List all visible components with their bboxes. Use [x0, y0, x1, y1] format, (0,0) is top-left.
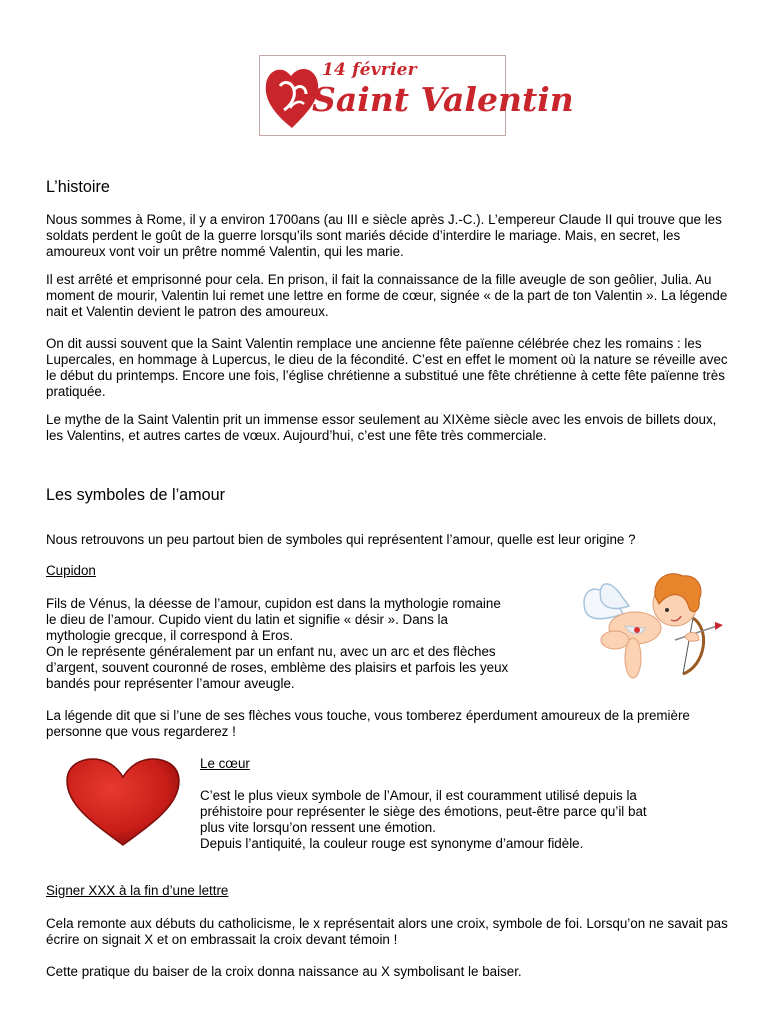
- cupidon-line: d’argent, souvent couronné de roses, emblème des plaisirs et parfois les yeux: [46, 660, 509, 675]
- cupidon-text: [46, 596, 566, 692]
- coeur-line: C’est le plus vieux symbole de l’Amour, il est couramment utilisé depuis la: [200, 788, 637, 803]
- cupidon-title: Cupidon: [46, 563, 96, 578]
- coeur-line: Depuis l’antiquité, la couleur rouge est synonyme d’amour fidèle.: [200, 836, 584, 851]
- logo-date: 14 février: [322, 60, 417, 80]
- xxx-paragraph: Cela remonte aux débuts du catholicisme, le x représentait alors une croix, symbole de foi. Lorsqu’on ne savait pas écrire on signait X et on embrassait la croix devant témoin !: [46, 916, 728, 947]
- logo-title: Saint Valentin: [312, 80, 574, 119]
- saint-valentin-logo: [259, 55, 574, 136]
- coeur-line: plus vite lorsqu’on ressent une émotion.: [200, 820, 436, 835]
- symboles-intro: Nous retrouvons un peu partout bien de symboles qui représentent l’amour, quelle est leur origine ?: [46, 532, 636, 547]
- xxx-paragraph: Cette pratique du baiser de la croix donna naissance au X symbolisant le baiser.: [46, 964, 522, 979]
- coeur-title: Le cœur: [200, 756, 250, 771]
- histoire-paragraph: Il est arrêté et emprisonné pour cela. En prison, il fait la connaissance de la fille aveugle de son geôlier, Julia. Au moment de mourir, Valentin lui remet une lettre en forme de cœur, signée « de la part de ton Valentin ». La légende nait et Valentin devient le patron des amoureux.: [46, 272, 728, 319]
- cupidon-line: bandés pour représenter l’amour aveugle.: [46, 676, 295, 691]
- xxx-title: Signer XXX à la fin d’une lettre: [46, 883, 229, 898]
- cupidon-line: Fils de Vénus, la déesse de l’amour, cupidon est dans la mythologie romaine: [46, 596, 501, 611]
- histoire-paragraph: Le mythe de la Saint Valentin prit un immense essor seulement au XIXème siècle avec les envois de billets doux, les Valentins, et autres cartes de vœux. Aujourd’hui, c’est une fête très commerciale.: [46, 412, 717, 443]
- histoire-paragraph: Nous sommes à Rome, il y a environ 1700ans (au III e siècle après J.-C.). L’empereur Claude II qui trouve que les soldats perdent le goût de la guerre lorsqu’ils sont mariés décide d’interdire le mariage. Mais, en secret, les amoureux vont voir un prêtre nommé Valentin, qui les marie.: [46, 212, 722, 259]
- section-heading-symboles: Les symboles de l’amour: [46, 486, 226, 504]
- cupidon-legend: La légende dit que si l’une de ses flèches vous touche, vous tomberez éperdument amoureux de la première personne que vous regarderez !: [46, 708, 690, 739]
- cupidon-line: On le représente généralement par un enfant nu, avec un arc et des flèches: [46, 644, 496, 659]
- coeur-line: préhistoire pour représenter le siège des émotions, peut-être parce qu’il bat: [200, 804, 647, 819]
- red-heart-icon: [63, 757, 183, 849]
- histoire-paragraph: On dit aussi souvent que la Saint Valentin remplace une ancienne fête païenne célébrée chez les romains : les Lupercales, en hommage à Lupercus, le dieu de la fécondité. C’est en effet le moment où la nature se réveille avec le début du printemps. Encore une fois, l’église chrétienne a substitué une fête chrétienne à cette fête païenne très pratiquée.: [46, 336, 728, 399]
- cupidon-line: mythologie grecque, il correspond à Eros.: [46, 628, 294, 643]
- section-heading-histoire: L’histoire: [46, 178, 110, 196]
- cupid-illustration-icon: [575, 570, 725, 690]
- coeur-text: [200, 788, 720, 852]
- cupidon-line: le dieu de l’amour. Cupido vient du latin et signifie « désir ». Dans la: [46, 612, 448, 627]
